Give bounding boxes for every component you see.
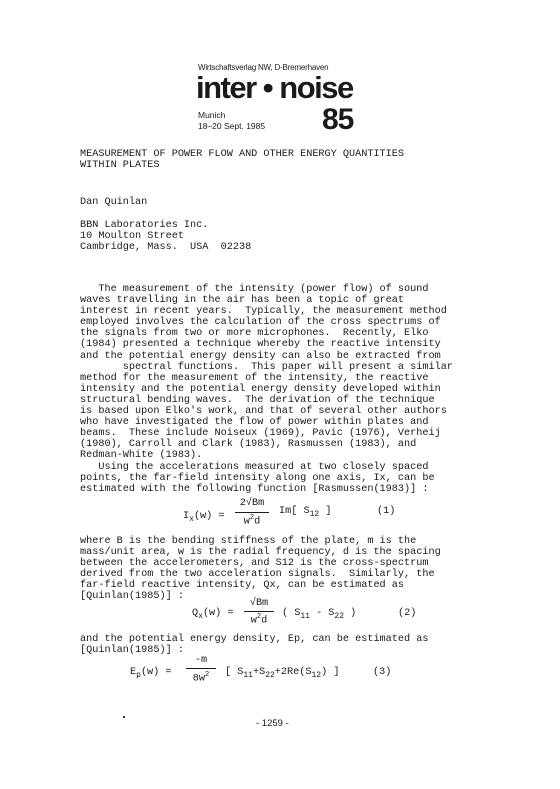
text-line: and the potential energy density can also be extracted from [80,350,441,362]
eq3-lhs: $E_p(w)$ = [130,667,172,681]
equation-2 [192,598,442,630]
text-line: interest in recent years. Typically, the measurement method [80,306,447,318]
eq3-fraction-bar [186,668,216,669]
publisher-line: Wirtschaftsverlag NW, D-Bremerhaven [198,63,329,72]
conference-header [196,46,366,134]
text-line: beams. These include Noiseux (1969), Pavic (1976), Verheij [80,428,441,440]
paper-title [80,149,404,171]
text-line: who have investigated the flow of power within plates and [80,417,429,429]
eq1-lhs: $I_x(w)$ = [183,511,225,525]
text-line: [Quinlan(1985)] : [80,645,184,657]
author-address [80,220,251,253]
eq2-fraction-bar [244,611,274,612]
text-line: The measurement of the intensity (power flow) of sound [80,284,429,295]
equation-1 [183,498,423,534]
text-line: MEASUREMENT OF POWER FLOW AND OTHER ENERGY QUANTITIES [80,149,405,160]
text-line: Redman-White (1983). [80,450,203,462]
eq3-denominator: $8w^2$ [192,671,210,685]
text-line: spectral functions. This paper will present a similar [80,361,453,373]
eq1-rhs: Im[ $S_{12}$ ] [279,506,332,520]
eq1-denominator: $w^2d$ [243,514,261,528]
text-line: and the potential energy density, Ep, can be estimated as [80,634,429,645]
conference-city: Munich [198,110,226,120]
conference-logo: inter • noise [196,70,353,105]
eq1-fraction-bar [235,512,269,513]
text-line: WITHIN PLATES [80,160,160,172]
eq3-numerator: -m [194,655,208,666]
text-line: employed involves the calculation of the cross spectrums of [80,317,441,329]
body-paragraph-3 [80,634,428,656]
text-line: where B is the bending stiffness of the plate, m is the [80,536,417,547]
text-line: (1984) presented a technique whereby the reactive intensity [80,339,441,351]
eq2-rhs: ( $S_{11} - S_{22}$ ) [282,608,357,622]
text-line: (1980), Carroll and Clark (1983), Rasmussen (1983), and [80,439,417,451]
eq2-denominator: $w^2d$ [250,613,268,627]
equation-3 [130,655,410,691]
conference-dates: 18–20 Sept. 1985 [198,121,266,131]
eq1-number: (1) [377,506,396,517]
conference-year: 85 [322,103,354,136]
stray-mark [123,716,125,718]
body-paragraph-1 [80,284,453,495]
eq3-rhs: [ $S_{11}+S_{22}+2Re(S_{12})$ ] [225,667,340,681]
eq1-numerator: 2√Bm [239,498,265,509]
eq2-number: (2) [398,608,417,619]
text-line: intensity and the potential energy density developed within [80,383,441,395]
text-line: points, the far-field intensity along one axis, Ix, can be [80,472,435,484]
text-line: is based upon Elko's work, and that of several other authors [80,406,447,418]
eq2-numerator: √Bm [249,598,269,609]
text-line: the signals from two or more microphones. Recently, Elko [80,328,429,340]
text-line: estimated with the following function [Rasmussen(1983)] : [80,483,429,495]
text-line: 10 Moulton Street [80,231,184,243]
text-line: Cambridge, Mass. USA 02238 [80,242,252,254]
text-line: BBN Laboratories Inc. [80,220,209,231]
text-line: far-field reactive intensity, Qx, can be estimated as [80,580,405,592]
text-line: mass/unit area, w is the radial frequency, d is the spacing [80,547,441,559]
author-name: Dan Quinlan [80,197,148,208]
page-number: - 1259 - [256,718,289,729]
eq2-lhs: $Q_x(w)$ = [192,608,234,622]
text-line: waves travelling in the air has been a topic of great [80,295,405,307]
text-line: Using the accelerations measured at two closely spaced [80,461,429,473]
body-paragraph-2 [80,536,441,603]
text-line: derived from the two acceleration signals. Similarly, the [80,569,435,581]
text-line: between the accelerometers, and S12 is the cross-spectrum [80,558,429,570]
text-line: [Quinlan(1985)] : [80,591,184,603]
text-line: method for the measurement of the intensity, the reactive [80,372,429,384]
text-line: structural bending waves. The derivation of the technique [80,394,435,406]
eq3-number: (3) [373,667,392,678]
